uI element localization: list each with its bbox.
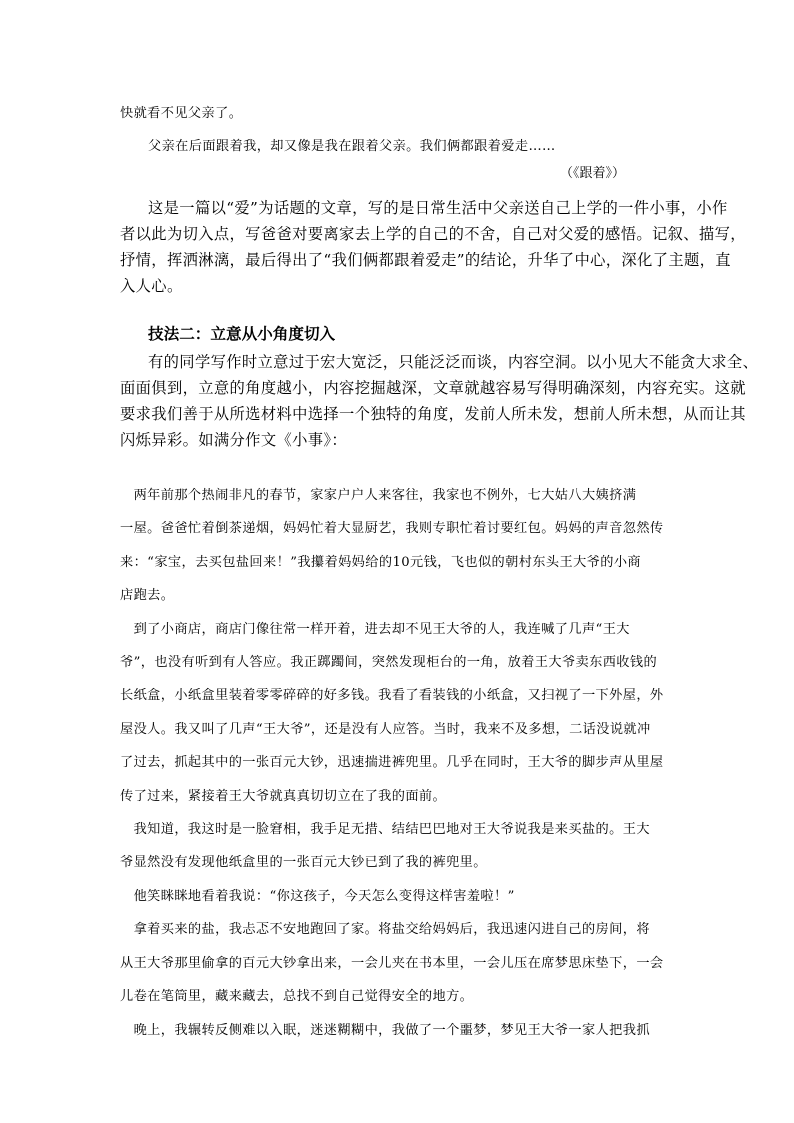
text-line: 从王大爷那里偷拿的百元大钞拿出来，一会儿夹在书本里，一会儿压在席梦思床垫下，一会: [120, 955, 664, 971]
text-line: 者以此为切入点，写爸爸对要离家去上学的自己的不舍，自己对父爱的感悟。记叙、描写，: [120, 225, 746, 243]
essay-excerpt: [120, 479, 680, 1047]
text-line: 我知道，我这时是一脸窘相，我手足无措、结结巴巴地对王大爷说我是来买盐的。王大: [120, 822, 650, 838]
text-line: 来：“家宝，去买包盐回来！”我攥着妈妈给的10元钱，飞也似的朝村东头王大爷的小商: [120, 554, 642, 570]
text-line: 要求我们善于从所选材料中选择一个独特的角度，发前人所未发，想前人所未想，从而让其: [120, 405, 746, 423]
text-line: 爷显然没有发现他纸盒里的一张百元大钞已到了我的裤兜里。: [120, 855, 487, 871]
text-line: 面面俱到，立意的角度越小，内容挖掘越深，文章就越容易写得明确深刻，内容充实。这就: [120, 379, 746, 397]
story-excerpt-top: [120, 97, 680, 164]
section-heading: 技法二：立意从小角度切入: [148, 325, 336, 343]
text-line: 长纸盒，小纸盒里装着零零碎碎的好多钱。我看了看装钱的小纸盒，又扫视了一下外屋，外: [120, 688, 664, 704]
method-paragraph: [120, 349, 759, 453]
text-line: 父亲在后面跟着我，却又像是我在跟着父亲。我们俩都跟着爱走……: [148, 139, 556, 155]
text-line: 传了过来，紧接着王大爷就真真切切立在了我的面前。: [120, 788, 447, 804]
text-line: 入人心。: [120, 277, 183, 295]
text-line: 到了小商店，商店门像往常一样开着，进去却不见王大爷的人，我连喊了几声“王大: [120, 621, 630, 637]
text-line: 有的同学写作时立意过于宏大宽泛，只能泛泛而谈，内容空洞。以小见大不能贪大求全、: [148, 353, 759, 371]
text-line: 爷”，也没有听到有人答应。我正踯躅间，突然发现柜台的一角，放着王大爷卖东西收钱的: [120, 655, 658, 671]
text-line: 店跑去。: [120, 588, 175, 604]
text-line: 他笑眯眯地看着我说：“你这孩子，今天怎么变得这样害羞啦！”: [120, 888, 515, 904]
text-line: 晚上，我辗转反侧难以入眠，迷迷糊糊中，我做了一个噩梦，梦见王大爷一家人把我抓: [120, 1022, 650, 1038]
text-line: 抒情，挥洒淋漓，最后得出了“我们俩都跟着爱走”的结论，升华了中心，深化了主题，直: [120, 251, 731, 269]
source-citation: （《跟着》）: [560, 166, 626, 181]
text-line: 了过去，抓起其中的一张百元大钞，迅速揣进裤兜里。几乎在同时，王大爷的脚步声从里屋: [120, 755, 664, 771]
analysis-paragraph: [120, 195, 746, 299]
text-line: 闪烁异彩。如满分作文《小事》：: [120, 431, 348, 449]
text-line: 一屋。爸爸忙着倒茶递烟，妈妈忙着大显厨艺，我则专职忙着讨要红包。妈妈的声音忽然传: [120, 521, 664, 537]
text-line: 屋没人。我又叫了几声“王大爷”，还是没有人应答。当时，我来不及多想，二话没说就冲: [120, 721, 651, 737]
text-line: 快就看不见父亲了。: [120, 106, 243, 121]
text-line: 两年前那个热闹非凡的春节，家家户户人来客往，我家也不例外，七大姑八大姨挤满: [120, 488, 637, 503]
text-line: 拿着买来的盐，我忐忑不安地跑回了家。将盐交给妈妈后，我迅速闪进自己的房间，将: [120, 922, 650, 938]
text-line: 这是一篇以“爱”为话题的文章，写的是日常生活中父亲送自己上学的一件小事，小作: [148, 199, 728, 217]
text-line: 儿卷在笔筒里，藏来藏去，总找不到自己觉得安全的地方。: [120, 989, 474, 1005]
